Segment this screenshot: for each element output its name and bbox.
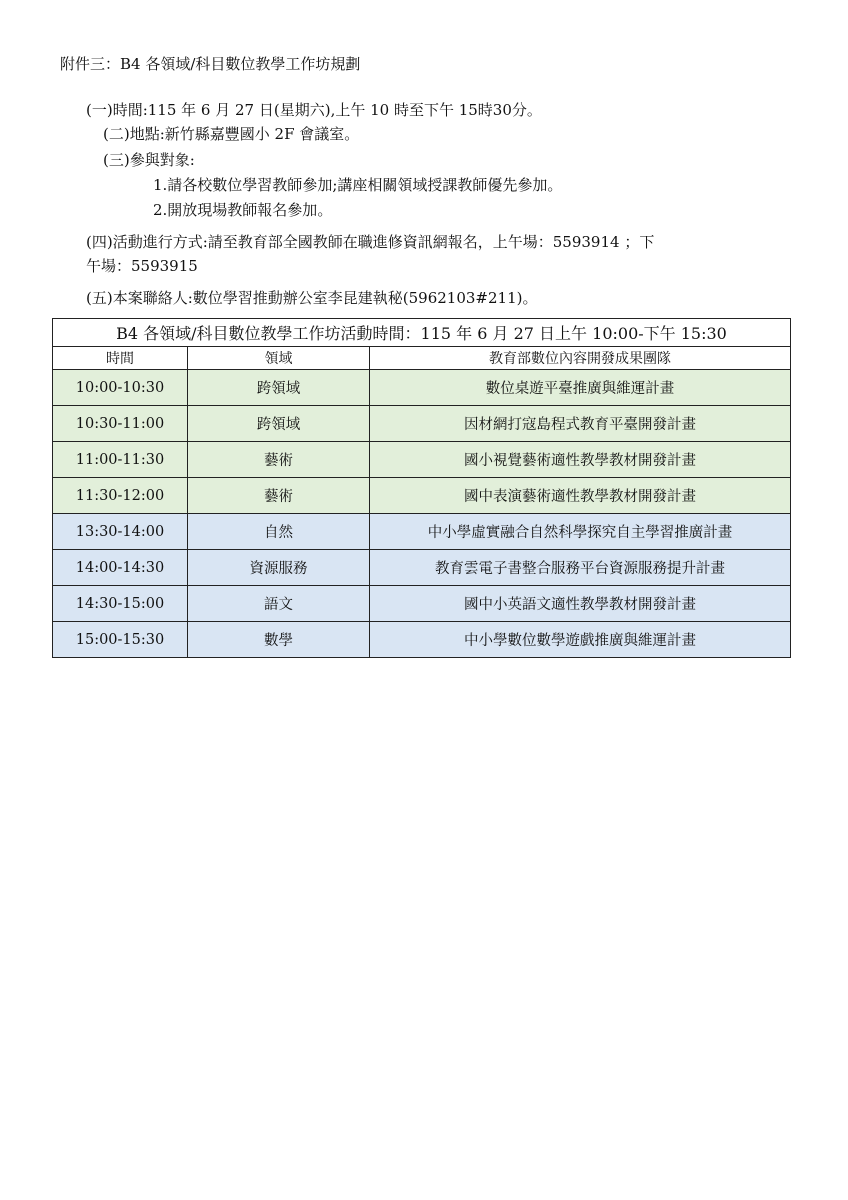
table-row	[53, 550, 791, 586]
document-title: 附件三：B4 各領域/科目數位教學工作坊規劃	[60, 55, 361, 73]
cell-field: 藝術	[188, 478, 370, 514]
table-row	[53, 370, 791, 406]
table-row	[53, 442, 791, 478]
cell-time: 14:00-14:30	[53, 550, 188, 586]
cell-team: 因材網打寇島程式教育平臺開發計畫	[370, 406, 791, 442]
item-registration-line1: (四)活動進行方式:請至教育部全國教師在職進修資訊網報名，上午場：5593914 ；下	[86, 233, 655, 251]
cell-field: 跨領域	[188, 370, 370, 406]
table-row	[53, 622, 791, 658]
table-row	[53, 406, 791, 442]
cell-field: 自然	[188, 514, 370, 550]
cell-field: 數學	[188, 622, 370, 658]
item-location: (二)地點:新竹縣嘉豐國小 2F 會議室。	[103, 125, 360, 143]
cell-team: 教育雲電子書整合服務平台資源服務提升計畫	[370, 550, 791, 586]
cell-time: 10:00-10:30	[53, 370, 188, 406]
cell-field: 資源服務	[188, 550, 370, 586]
cell-team: 國中小英語文適性教學教材開發計畫	[370, 586, 791, 622]
cell-team: 數位桌遊平臺推廣與維運計畫	[370, 370, 791, 406]
header-field: 領域	[188, 347, 370, 370]
participants-point-2: 2.開放現場教師報名參加。	[153, 201, 333, 219]
cell-time: 13:30-14:00	[53, 514, 188, 550]
cell-time: 11:30-12:00	[53, 478, 188, 514]
table-row	[53, 514, 791, 550]
cell-field: 語文	[188, 586, 370, 622]
table-row	[53, 586, 791, 622]
cell-time: 11:00-11:30	[53, 442, 188, 478]
header-team: 教育部數位內容開發成果團隊	[370, 347, 791, 370]
item-participants: (三)參與對象:	[103, 151, 195, 169]
schedule-table	[52, 318, 791, 658]
item-registration-line2: 午場：5593915	[86, 257, 198, 275]
cell-team: 中小學數位數學遊戲推廣與維運計畫	[370, 622, 791, 658]
cell-time: 10:30-11:00	[53, 406, 188, 442]
cell-team: 國中表演藝術適性教學教材開發計畫	[370, 478, 791, 514]
table-header-row	[53, 347, 791, 370]
participants-point-1: 1.請各校數位學習教師參加;講座相關領域授課教師優先參加。	[153, 176, 563, 194]
cell-field: 跨領域	[188, 406, 370, 442]
cell-field: 藝術	[188, 442, 370, 478]
item-time: (一)時間:115 年 6 月 27 日(星期六),上午 10 時至下午 15時30分。	[86, 101, 542, 119]
table-row	[53, 478, 791, 514]
header-time: 時間	[53, 347, 188, 370]
table-caption: B4 各領域/科目數位教學工作坊活動時間：115 年 6 月 27 日上午 10:00-下午 15:30	[53, 319, 791, 347]
cell-team: 中小學虛實融合自然科學探究自主學習推廣計畫	[370, 514, 791, 550]
cell-team: 國小視覺藝術適性教學教材開發計畫	[370, 442, 791, 478]
item-contact: (五)本案聯絡人:數位學習推動辦公室李昆建執秘(5962103#211)。	[86, 289, 538, 307]
cell-time: 14:30-15:00	[53, 586, 188, 622]
cell-time: 15:00-15:30	[53, 622, 188, 658]
